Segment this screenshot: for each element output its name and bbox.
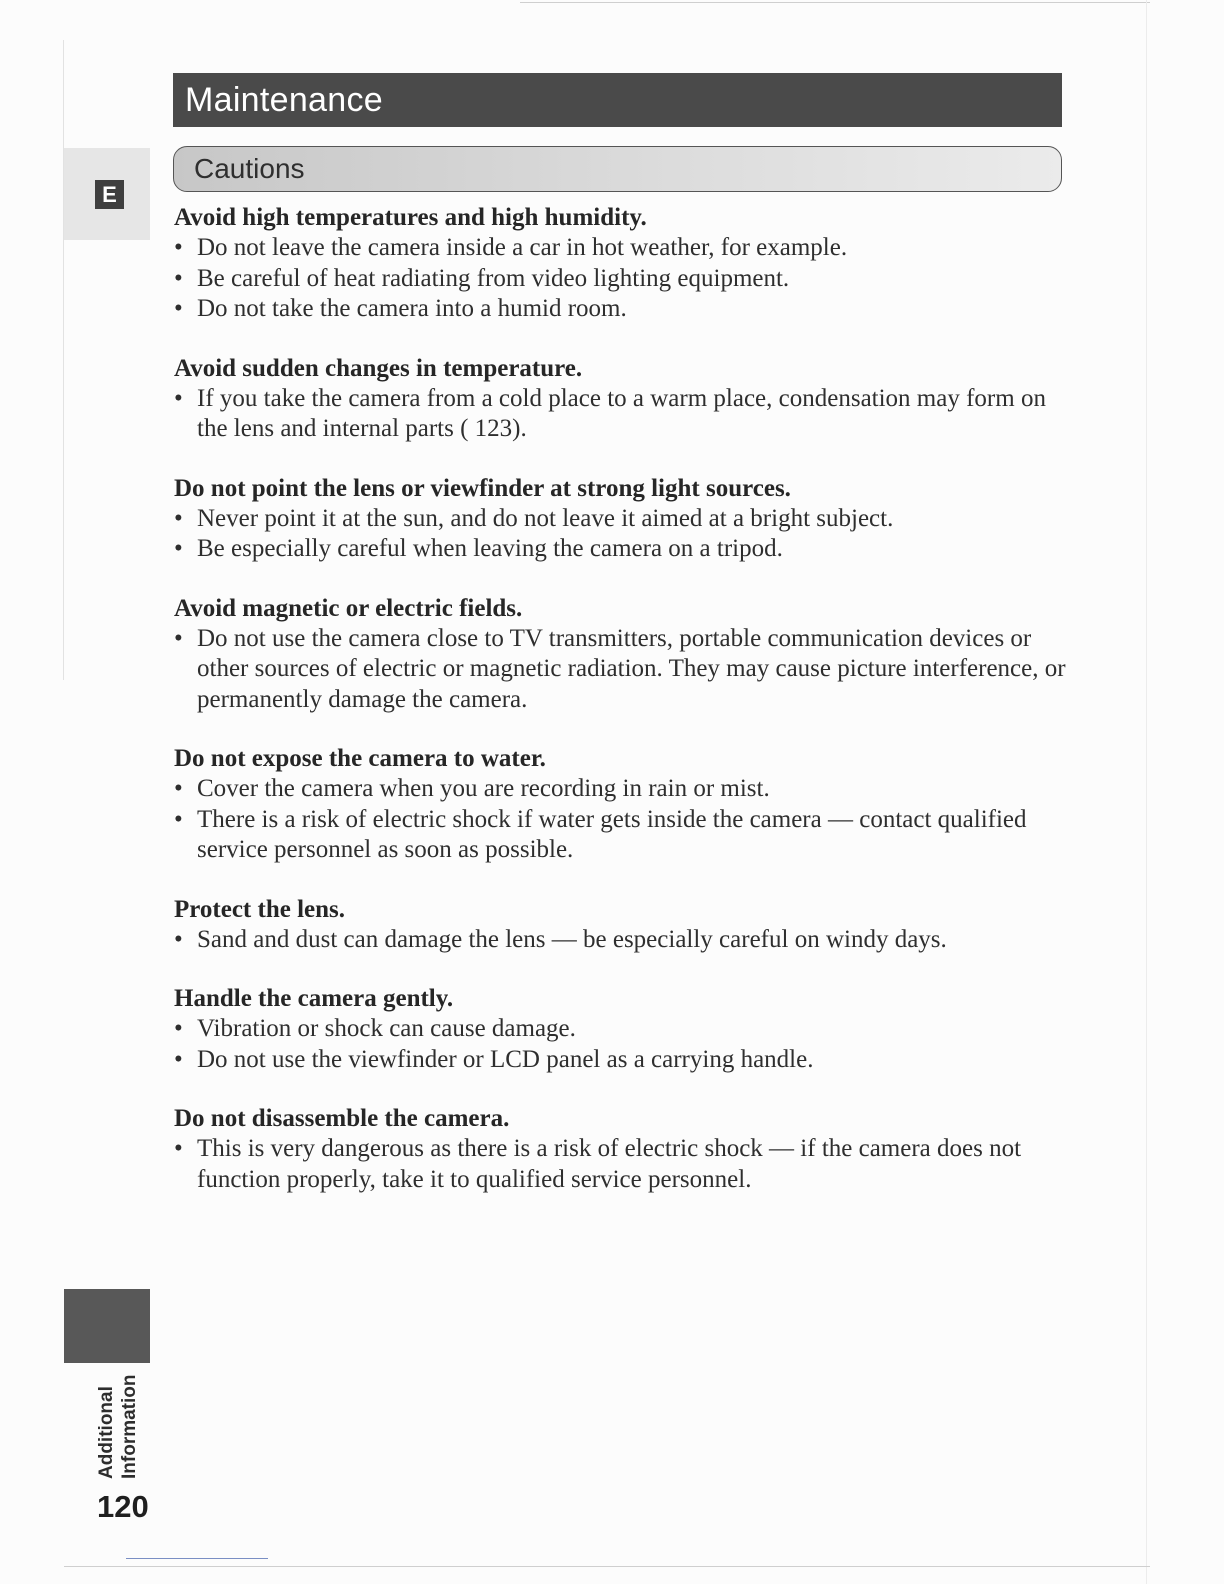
chapter-label-line1: Additional	[96, 1386, 117, 1479]
caution-item	[174, 294, 1074, 325]
caution-item	[174, 384, 1074, 445]
caution-item-text: Vibration or shock can cause damage.	[197, 1015, 576, 1042]
caution-item-text: This is very dangerous as there is a risk of electric shock — if the camera does not function properly, take it to qualified service personnel.	[197, 1135, 1022, 1193]
caution-item-text: If you take the camera from a cold place to a warm place, condensation may form on the lens and internal parts ( 123).	[197, 384, 1046, 442]
caution-item-text: Cover the camera when you are recording in rain or mist.	[197, 775, 770, 802]
caution-item-text: Be careful of heat radiating from video lighting equipment.	[197, 264, 790, 292]
caution-list	[174, 925, 1074, 956]
caution-item-text: Be especially careful when leaving the camera on a tripod.	[197, 535, 783, 562]
caution-item	[174, 774, 1074, 805]
chapter-label-line2: Information	[119, 1374, 140, 1479]
caution-section	[174, 1104, 1074, 1195]
caution-section	[174, 594, 1074, 716]
language-tab-label: E	[95, 180, 124, 209]
caution-section	[174, 474, 1074, 565]
caution-list	[174, 624, 1074, 716]
caution-heading: Avoid high temperatures and high humidity.	[174, 204, 647, 231]
bullet-icon: •	[174, 504, 183, 532]
bullet-icon: •	[174, 624, 183, 652]
bottom-rule	[64, 1566, 1150, 1567]
left-margin-rule	[63, 40, 64, 680]
bullet-icon: •	[174, 925, 183, 953]
page-title: Maintenance	[173, 73, 1062, 127]
caution-section	[174, 744, 1074, 866]
bullet-icon: •	[174, 805, 183, 833]
caution-item-text: Do not use the viewfinder or LCD panel as a carrying handle.	[197, 1045, 814, 1073]
bullet-icon: •	[174, 384, 183, 412]
chapter-label	[95, 1375, 141, 1480]
right-page-edge	[1146, 0, 1147, 1584]
caution-item	[174, 504, 1074, 535]
bullet-icon: •	[174, 775, 183, 802]
caution-heading: Handle the camera gently.	[174, 985, 454, 1012]
caution-list	[174, 774, 1074, 866]
caution-section	[174, 984, 1074, 1075]
caution-section	[174, 354, 1074, 445]
caution-item	[174, 925, 1074, 956]
caution-item	[174, 624, 1074, 716]
caution-list	[174, 1134, 1074, 1195]
caution-item	[174, 534, 1074, 565]
cautions-content	[174, 203, 1074, 1224]
bullet-icon: •	[174, 1135, 183, 1162]
bottom-accent-line	[126, 1558, 268, 1559]
caution-list	[174, 384, 1074, 445]
chapter-tab	[64, 1289, 150, 1363]
caution-list	[174, 233, 1074, 325]
caution-list	[174, 504, 1074, 565]
caution-heading: Avoid sudden changes in temperature.	[174, 354, 583, 382]
caution-item-text: Do not use the camera close to TV transmitters, portable communication devices or other sources of electric or magnetic radiation. They may cause picture interference, or permanently damage the camera.	[197, 624, 1066, 713]
caution-section	[174, 895, 1074, 956]
caution-item-text: Never point it at the sun, and do not leave it aimed at a bright subject.	[197, 504, 894, 532]
bullet-icon: •	[174, 1045, 183, 1073]
caution-heading: Do not expose the camera to water.	[174, 745, 546, 772]
page-number: 120	[97, 1489, 149, 1524]
caution-item	[174, 1045, 1074, 1076]
caution-item	[174, 264, 1074, 295]
caution-item	[174, 1134, 1074, 1195]
caution-heading: Do not disassemble the camera.	[174, 1105, 510, 1132]
caution-item	[174, 805, 1074, 866]
caution-heading: Avoid magnetic or electric fields.	[174, 594, 523, 622]
caution-section	[174, 203, 1074, 325]
caution-item	[174, 233, 1074, 264]
caution-list	[174, 1014, 1074, 1075]
caution-item-text: Do not take the camera into a humid room.	[197, 295, 627, 322]
bullet-icon: •	[174, 1015, 183, 1042]
bullet-icon: •	[174, 264, 183, 292]
caution-item	[174, 1014, 1074, 1045]
caution-heading: Do not point the lens or viewfinder at strong light sources.	[174, 474, 791, 502]
bullet-icon: •	[174, 535, 183, 562]
caution-item-text: Do not leave the camera inside a car in hot weather, for example.	[197, 234, 848, 261]
section-title-cautions: Cautions	[173, 146, 1062, 192]
caution-item-text: There is a risk of electric shock if water gets inside the camera — contact qualified service personnel as soon as possible.	[197, 805, 1027, 863]
bullet-icon: •	[174, 234, 183, 261]
top-rule	[520, 2, 1150, 3]
caution-item-text: Sand and dust can damage the lens — be especially careful on windy days.	[197, 925, 947, 953]
caution-heading: Protect the lens.	[174, 895, 346, 923]
bullet-icon: •	[174, 295, 183, 322]
